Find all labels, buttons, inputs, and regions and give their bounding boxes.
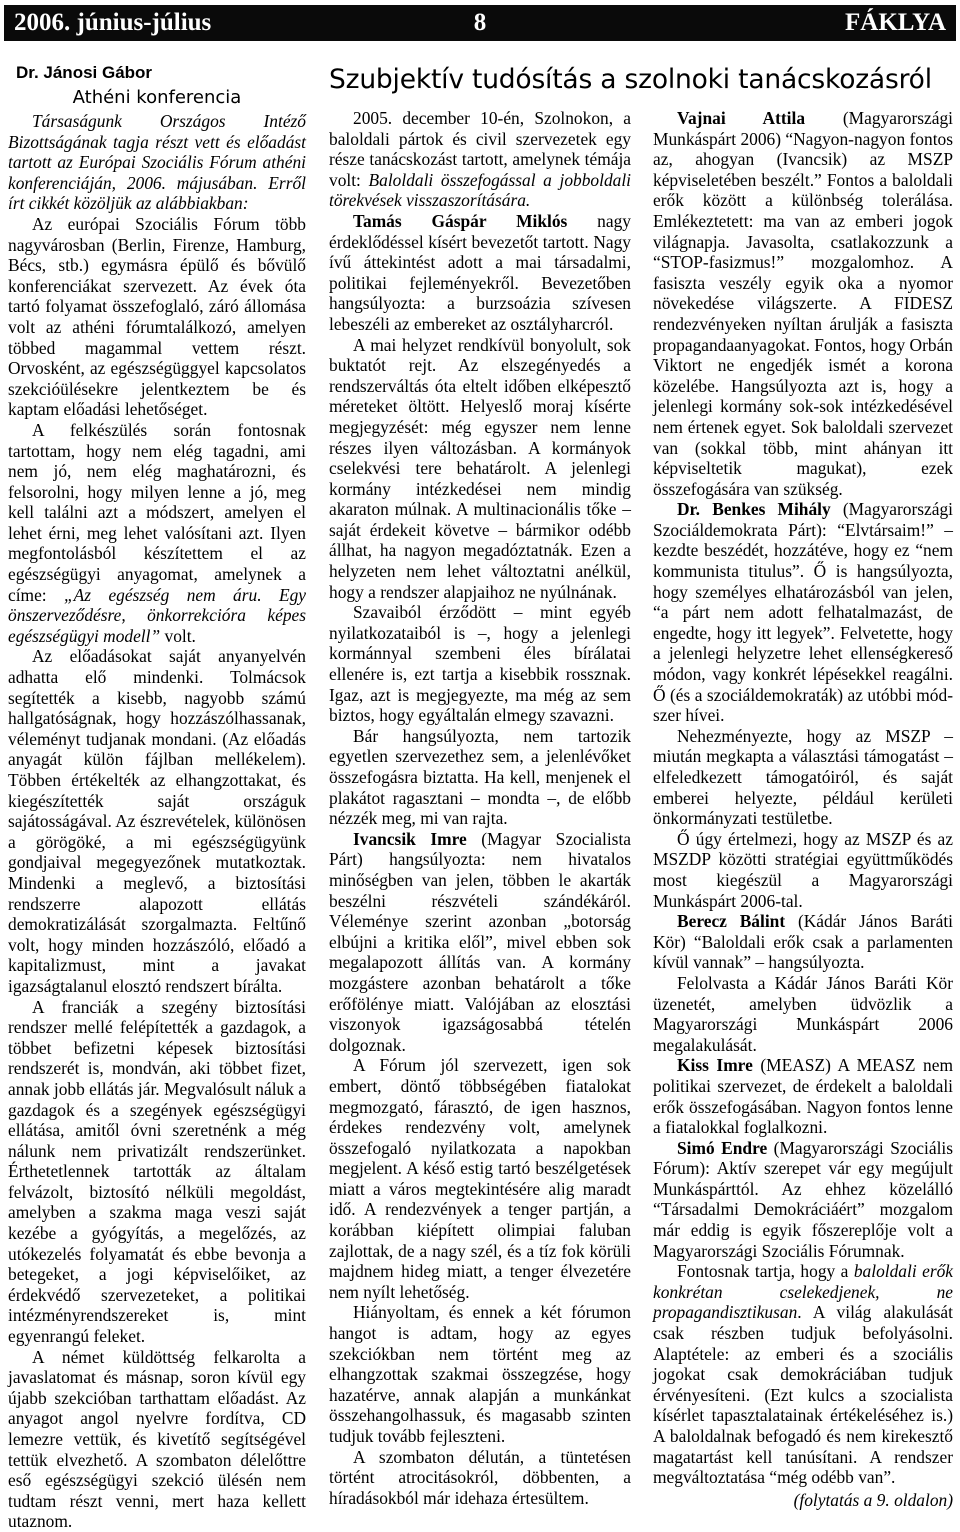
paragraph: Ő úgy értelmezi, hogy az MSZP és az MSZDP közötti stratégiai együttműködés most kiegészül a Magyarországi Munkáspárt 2006-tal. — [653, 828, 953, 911]
paragraph-text: . A világ alakulását csak részben tudjuk befolyásolni. Alaptétele: az emberi és a szociális jogokat csak demokráciában tudjuk érvényesíteni. (Ezt kulcs a szocialista kísérlet tapasztalatainak értékeléséhez is.) A baloldalnak befogadó és nem kirekesztő magatartást kell tanúsítani. A rendszer megváltoztatása “még odébb van”. — [653, 1302, 953, 1488]
paragraph — [8, 420, 306, 647]
paragraph — [329, 211, 631, 335]
paragraph — [653, 1261, 953, 1488]
paragraph — [329, 829, 631, 1056]
paragraph-text: (MEASZ) A MEASZ nem politikai szervezet, de érdekelt a baloldali erők összefogásában. Nagyon fontos lenne a fiatalokkal foglalkozni. — [653, 1055, 953, 1138]
paragraph-text: (Magyarországi Munkáspárt 2006) “Nagyon-nagyon fontos az, ahogyan (Ivancsik) az MSZP képviseletében beszélt.” Fontos a baloldali erők között a különbség tolerálása. Emlékeztetett: ma van az emberi jogok világnapja. Javasolta, csatlakozzunk a “STOP-fasizmus!” mozgalomhoz. A fasiszta veszély egyik oka a nyomor növekedése világszerte. A FIDESZ rendezvényeken nyíltan árulják a fasiszta propagandaanyagokat. Fontos, hogy Orbán Viktort ne engedjék ismét a korona közelébe. Hangsúlyozta azt is, hogy a jelenlegi kormány sok-sok intézkedésével nem értenek egyet. Sok baloldali szervezet van (sokkal több, mint ahányan itt képviseltetik magukat), ezek összefogására van szükség. — [653, 108, 953, 499]
paragraph: A Fórum jól szervezett, igen sok embert, döntő többségében fiatalokat megmozgató, fárasztó, de igen hasznos, érdekes rendezvény volt, amelynek összefogaló nyilatkozata a napokban megjelent. A késő estig tartó beszélgetések miatt a város megtekintésére alig maradt idő. A rendezvények a tenger partján, a korábban kiépített olimpiai faluban zajlottak, de a nagy szél, és a tíz fok körüli majdnem hideg miatt, a tenger élvezetére nem nyílt lehetőség. — [329, 1055, 631, 1302]
meeting-topic: Baloldali összefogással a jobboldali törekvések visszaszorítására. — [329, 169, 632, 211]
speaker-name: Dr. Benkes Mihály — [677, 499, 831, 520]
paragraph: Az előadásokat saját anyanyelvén adhatta elő mindenki. Tolmácsok segítették a kisebb, nagyobb számú hallgatóságnak, hogy hozzászólhassanak, véleményt tudjanak mondani. (Az előadás anyagát külön fájlban mellékelem). Többen értékelték az elhangzottakat, és kiegészítették saját országuk sajátosságával. Az észrevételek, különösen a görögöké, a mi egészségügyünk gondjaival megegyezőnek mutatkoztak. Mindenki a meglevő, a biztosítási rendszerre alapozott ellátás demokratizálását szorgalmazta. Feltűnő volt, hogy minden hozzászóló, előadó a kapitalizmust, mint a javakat igazságtalanul elosztó rendszert bírálta. — [8, 646, 306, 996]
article-szolnok-column-2 — [653, 108, 953, 1510]
paragraph-text: (Magyarországi Szociális Fórum): Aktív szerepet vár egy megújult Munkáspárttól. Az ehhez közelálló “Társadalmi Demokráciáért” mozgalom már eddig is egyik főszereplője volt a Magyarországi Szociális Fórumnak. — [653, 1137, 954, 1261]
paragraph: A franciák a szegény biztosítási rendszer mellé felépítették a gazdagok, a többet befizetni képesek biztosítási rendszerét is, mondván, aki többet fizet, annak jobb ellátás jár. Megvalósult náluk a gazdagok és a szegények egészségügyi ellátása, amitől óvni szeretnénk a még nálunk nem privatizált rendszerünket. Érthetetlennek tartották az általam felvázolt, biztosító nélküli megoldást, amelyben a szakma maga veszi saját kezébe a gyógyítás, a megelőzés, az utókezelés folyamatát és ebbe bevonja a betegeket, a jogi képviselőiket, az érdekvédő szervezeteket, a politikai intézményrendszereket is, mint egyenrangú feleket. — [8, 996, 306, 1347]
paragraph — [653, 499, 953, 726]
article-author: Dr. Jánosi Gábor — [16, 63, 153, 82]
paragraph-text: nagy érdeklődéssel kísért bevezetőt tartott. Nagy ívű áttekintést adott a mai társadalmi, politikai fejleményekről. Bevezetőben hangsúlyozta: a burzsoázia szívesen lebeszéli az embereket az osztályharcról. — [329, 210, 631, 334]
article-intro: Társaságunk Országos Intéző Bizottságának tagja részt vett és előadást tartott az Európai Szociális Fórum athéni konferenciáján, 2006. májusában. Erről írt cikkét közöljük az alábbiakban: — [8, 111, 306, 214]
paragraph-text: (Magyarországi Szociáldemokrata Párt): “Elvtársaim!” – kezdte beszédét, hozzátéve, hogy ez “nem kommunista titulus”. Ő is hangsúlyozta, hogy személyes elhatározásból van jelen, “a párt nem adott felhatalmazást, de engedte, hogy itt legyek”. Felvetette, hogy a jelenlegi helyzetre lehet ellenségkereső módon, vagy konkrét lépésekkel reagálni. Ő (és a szociáldemokraták) az utóbbi módszer hívei. — [653, 499, 953, 726]
speaker-name: Berecz Bálint — [677, 911, 786, 932]
paragraph — [653, 1138, 953, 1262]
article-athens-column — [8, 62, 306, 1532]
paragraph — [653, 1055, 953, 1137]
paragraph: Az európai Szociális Fórum több nagyvárosban (Berlin, Firenze, Hamburg, Bécs, stb.) egymásra épülő és bővülő konferenciákat szervezett. Az évek óta tartó folyamat összefoglaló, záró állomása volt az athéni fórumtalálkozó, amelyen többed magammal vettem részt. Orvosként, az egészségüggyel kapcsolatos szekcióülésekre jelentkeztem be és kaptam előadási lehetőséget. — [8, 213, 306, 420]
paragraph-text: 2005. december 10-én, Szolnokon, a baloldali pártok és civil szervezetek egy része tanácskozást tartott, amelynek témája volt: — [329, 108, 631, 190]
speaker-name: Ivancsik Imre — [353, 828, 467, 849]
continued-note: (folytatás a 9. oldalon) — [793, 1489, 953, 1510]
speaker-name: Tamás Gáspár Miklós — [353, 210, 568, 231]
paragraph-text: A felkészülés során fontosnak tartottam, hogy nem elég tagadni, ami nem jó, nem elég maghatározni, és felsorolni, hogy milyen lenne a jó, meg kell találni azt a módszert, amelyen el lehet érni, meg lehet valósítani azt. Ilyen megfontolásból készítettem el az egészségügyi anyagomat, amelynek a címe: — [8, 419, 306, 605]
paragraph: Szavaiból érződött – mint egyéb nyilatkozataiból is –, hogy a jelenlegi kormánnyal szembeni éles bírálatai ellenére is, ezt tartja a kisebbik rossznak. Igaz, azt is megjegyezte, ma még az sem biztos, hogy egyáltalán elmegy szavazni. — [329, 602, 631, 726]
page-number: 8 — [473, 9, 487, 36]
main-headline: Szubjektív tudósítás a szolnoki tanácskozásról — [329, 64, 932, 95]
paragraph — [653, 108, 953, 499]
paragraph-text: Fontosnak tartja, hogy a — [677, 1261, 854, 1282]
paragraph: A mai helyzet rendkívül bonyolult, sok buktatót rejt. Az elszegényedés a rendszerváltás óta eltelt időben elképesztő méreteket öltött. Helyeslő moraj kísérte megjegyzését: még egyszer nem lenne részes ilyen változásban. A kormányok cselekvési tere behatárolt. A jelenlegi kormány intézkedései nem mindig akaraton múlnak. A multinacionális tőke – saját érdekeit követve – bármikor odébb állhat, ha nagyon megadóztatnák. Ezen a helyzeten nem lehet változtatni anélkül, hogy a rendszer alapjaihoz ne nyúlnának. — [329, 334, 631, 602]
paragraph: Hiányoltam, és ennek a két fórumon hangot is adtam, hogy az egyes szekciókban nem történt meg az elhangzottak szakmai összegzése, hogy hazatérve, annak alapján a munkánkat összehangolhassuk, és magasabb szinten tudjuk tovább fejleszteni. — [329, 1302, 631, 1446]
paragraph — [329, 108, 631, 211]
paragraph-text: (Kádár János Baráti Kör) “Baloldali erők csak a parlamenten kívül vannak” – hangsúlyozta. — [653, 911, 953, 973]
paragraph: Nehezményezte, hogy az MSZP – miután megkapta a választási támogatást – elfeledkezett támogatóiról, és saját emberei helyezte, például kerületi önkormányzati testületbe. — [653, 725, 953, 829]
paragraph-text: volt. — [160, 625, 196, 646]
lecture-title: „Az egészség nem áru. Egy önszerveződésre, önkorrekcióra képes egészségügyi modell” — [8, 584, 306, 646]
page-header — [4, 5, 956, 41]
speaker-name: Kiss Imre — [677, 1055, 753, 1076]
article-szolnok-column-1 — [329, 108, 631, 1508]
emphasis-text: baloldali erők konkrétan cselekedjenek, ne propagandisztikusan — [653, 1261, 953, 1323]
newspaper-name: FÁKLYA — [845, 9, 946, 36]
paragraph: A német küldöttség felkarolta a javaslatomat és másnap, soron kívül egy újabb szekcióban tarthattam előadást. Az anyagot angol nyelvre fordítva, CD lemezre vettük, és kivetítő segítségével tettük elvezhető. A szombaton délelőttre eső egészségügyi szekció ülésén nem tudtam részt venni, mert haza kellett utaznom. — [8, 1346, 306, 1532]
paragraph: A szombaton délután, a tüntetésen történt atrocitásokról, döbbenten, a híradásokból már idehaza értesültem. — [329, 1446, 631, 1508]
paragraph: Bár hangsúlyozta, nem tartozik egyetlen szervezethez sem, a jelenlévőket összefogásra biztatta. Ha kell, menjenek el plakátot ragasztani – mondta –, de előbb nézzék meg, mi van rajta. — [329, 725, 631, 829]
issue-date: 2006. június-július — [14, 9, 212, 36]
speaker-name: Vajnai Attila — [677, 108, 806, 128]
paragraph: Felolvasta a Kádár János Baráti Kör üzenetét, amelyben üdvözlik a Magyarországi Munkáspárt 2006 megalakulását. — [653, 972, 953, 1055]
speaker-name: Simó Endre — [677, 1137, 768, 1158]
paragraph-text: (Magyar Szocialista Párt) hangsúlyozta: nem hivatalos minőségben van jelen, többen le akarták beszélni részvételi szándékáról. Véleménye szerint azonban „botorság elbújni a kritika elől”, mivel ebben sok megalapozott állítás van. A kormány mozgástere azonban behatárolt a tőke erőfölénye miatt. Valójában az elosztási viszonyok igazságosabbá tételén dolgoznak. — [329, 828, 632, 1055]
article-title: Athéni konferencia — [72, 87, 242, 108]
paragraph — [653, 911, 953, 973]
